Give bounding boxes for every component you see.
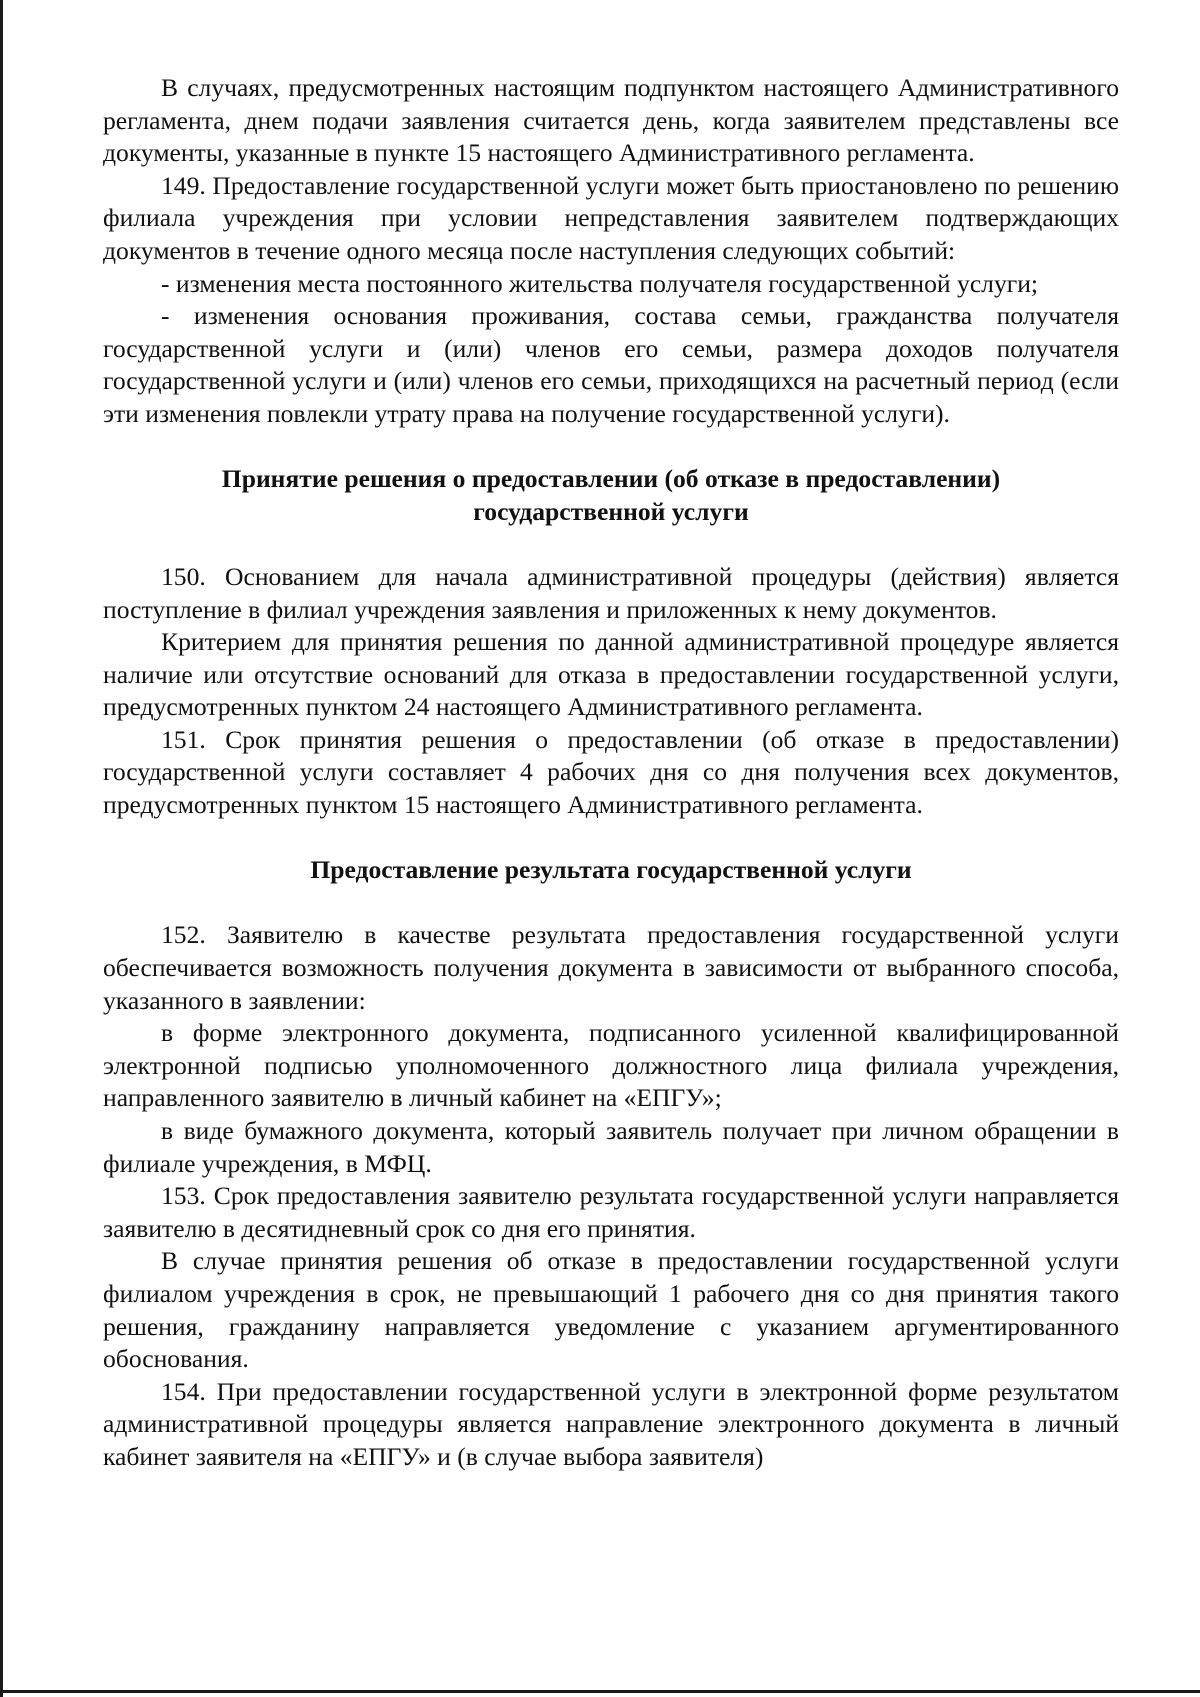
paragraph-item-153: 153. Срок предоставления заявителю результата государственной услуги направляется заявителю в десятидневный срок со дня его принятия.	[103, 1181, 1119, 1243]
list-item: - изменения основания проживания, состава семьи, гражданства получателя государственной услуги и (или) членов его семьи, размера доходов получателя государственной услуги и (или) членов его семьи, приходящихся на расчетный период (если эти изменения повлекли утрату права на получение государственной услуги).	[103, 301, 1119, 428]
paragraph: В случаях, предусмотренных настоящим подпунктом настоящего Административного регламента, днем подачи заявления считается день, когда заявителем представлены все документы, указанные в пункте 15 настоящего Административного регламента.	[103, 73, 1119, 168]
list-item: в виде бумажного документа, который заявитель получает при личном обращении в филиале учреждения, в МФЦ.	[103, 1116, 1119, 1178]
scan-edge-bottom	[0, 1690, 1200, 1693]
document-body	[103, 72, 1119, 1474]
section-heading-result	[103, 854, 1119, 887]
spacer	[103, 822, 1119, 855]
scan-edge-left	[0, 0, 3, 1697]
paragraph: Критерием для принятия решения по данной административной процедуре является наличие или отсутствие оснований для отказа в предоставлении государственной услуги, предусмотренных пунктом 24 настоящего Административного регламента.	[103, 627, 1119, 722]
spacer	[103, 528, 1119, 561]
section-heading-line: Принятие решения о предоставлении (об отказе в предоставлении)	[221, 464, 1001, 494]
spacer	[103, 887, 1119, 920]
list-item: - изменения места постоянного жительства получателя государственной услуги;	[161, 268, 1039, 298]
paragraph-item-151: 151. Срок принятия решения о предоставлении (об отказе в предоставлении) государственной услуги составляет 4 рабочих дня со дня получения всех документов, предусмотренных пунктом 15 настоящего Административного регламента.	[103, 724, 1119, 820]
section-heading-line: государственной услуги	[473, 496, 749, 526]
paragraph-item-154: 154. При предоставлении государственной услуги в электронной форме результатом административной процедуры является направление электронного документа в личный кабинет заявителя на «ЕПГУ» и (в случае выбора заявителя)	[103, 1376, 1119, 1471]
section-heading-line: Предоставление результата государственной услуги	[310, 855, 912, 885]
paragraph-item-152: 152. Заявителю в качестве результата предоставления государственной услуги обеспечивается возможность получения документа в зависимости от выбранного способа, указанного в заявлении:	[103, 920, 1119, 1015]
spacer	[103, 431, 1119, 464]
paragraph: В случае принятия решения об отказе в предоставлении государственной услуги филиалом учреждения в срок, не превышающий 1 рабочего дня со дня принятия такого решения, гражданину направляется уведомление с указанием аргументированного обоснования.	[103, 1246, 1119, 1374]
paragraph-item-149: 149. Предоставление государственной услуги может быть приостановлено по решению филиала учреждения при условии непредставления заявителем подтверждающих документов в течение одного месяца после наступления следующих событий:	[103, 170, 1119, 265]
paragraph-item-150: 150. Основанием для начала административной процедуры (действия) является поступление в филиал учреждения заявления и приложенных к нему документов.	[103, 561, 1119, 624]
list-item: в форме электронного документа, подписанного усиленной квалифицированной электронной подписью уполномоченного должностного лица филиала учреждения, направленного заявителю в личный кабинет на «ЕПГУ»;	[103, 1018, 1119, 1113]
section-heading-decision	[103, 463, 1119, 528]
